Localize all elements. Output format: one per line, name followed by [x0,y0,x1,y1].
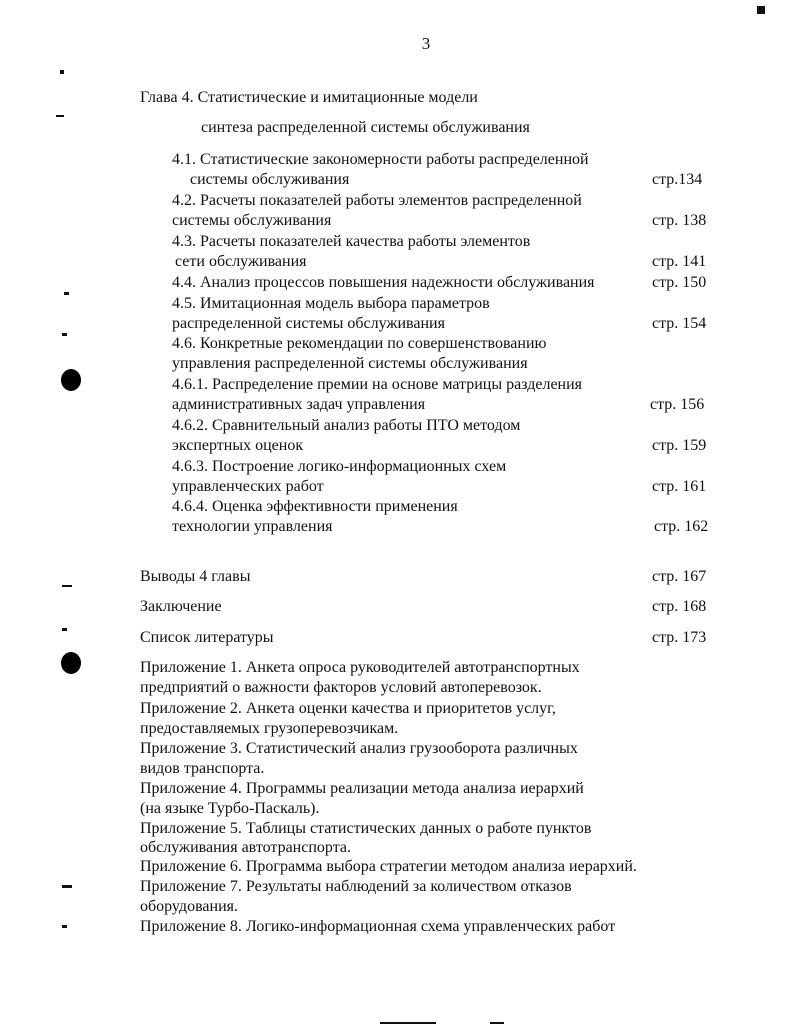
appendix-line: (на языке Турбо-Паскаль). [140,800,320,817]
scan-speck [62,333,67,336]
toc-entry-4-3-cont: сети обслуживания [175,253,307,270]
scan-speck [62,885,72,888]
toc-page-4-2: стр. 138 [652,212,707,229]
appendix-line: Приложение 2. Анкета оценки качества и приоритетов услуг, [140,700,556,717]
appendix-line: видов транспорта. [140,760,265,777]
toc-entry-4-2-cont: системы обслуживания [172,212,332,229]
toc-page-4-6-2: стр. 159 [652,437,707,454]
toc-entry-4-6-2: 4.6.2. Сравнительный анализ работы ПТО методом [172,417,521,434]
scan-speck [757,6,765,14]
appendix-line: Приложение 8. Логико-информационная схема управленческих работ [140,918,616,935]
scan-rule [490,1022,504,1024]
appendix-line: предоставляемых грузоперевозчикам. [140,720,399,737]
toc-references: Список литературы [140,629,274,646]
appendix-line: Приложение 7. Результаты наблюдений за количеством отказов [140,878,572,895]
toc-entry-4-6-3-cont: управленческих работ [172,478,324,495]
toc-page-4-4: стр. 150 [652,274,707,291]
toc-entry-4-6-4-cont: технологии управления [172,518,333,535]
punch-hole-mark [61,652,81,674]
punch-hole-mark [61,369,81,391]
toc-entry-4-4: 4.4. Анализ процессов повышения надежности обслуживания [172,274,595,291]
toc-conclusions-chapter4: Выводы 4 главы [140,568,251,585]
chapter-subtitle: синтеза распределенной системы обслуживания [201,119,530,136]
scan-speck [62,628,67,631]
scan-speck [56,115,64,117]
appendix-line: предприятий о важности факторов условий автоперевозок. [140,679,542,696]
toc-entry-4-1: 4.1. Статистические закономерности работы распределенной [172,151,589,168]
scan-rule [380,1022,436,1024]
toc-page-4-1: стр.134 [652,171,703,188]
toc-page-4-3: стр. 141 [652,253,707,270]
toc-page-conclusions-chapter4: стр. 167 [652,568,707,585]
toc-page-4-6-4: стр. 162 [654,518,709,535]
toc-page-4-5: стр. 154 [652,315,707,332]
appendix-line: Приложение 3. Статистический анализ грузооборота различных [140,740,578,757]
toc-entry-4-6-1: 4.6.1. Распределение премии на основе матрицы разделения [172,376,583,393]
toc-entry-4-3: 4.3. Расчеты показателей качества работы элементов [172,233,531,250]
toc-page-4-6-1: стр. 156 [650,396,705,413]
scan-speck [64,292,69,295]
page-number: 3 [421,34,431,53]
toc-page-4-6-3: стр. 161 [652,478,707,495]
toc-entry-4-6-2-cont: экспертных оценок [172,437,304,454]
chapter-title: Глава 4. Статистические и имитационные модели [140,89,478,106]
toc-entry-4-6: 4.6. Конкретные рекомендации по совершенствованию [172,335,547,352]
toc-entry-4-6-4: 4.6.4. Оценка эффективности применения [172,498,458,515]
toc-entry-4-6-3: 4.6.3. Построение логико-информационных схем [172,458,507,475]
toc-entry-4-2: 4.2. Расчеты показателей работы элементов распределенной [172,192,582,209]
toc-entry-4-5: 4.5. Имитационная модель выбора параметров [172,295,490,312]
appendix-line: обслуживания автотранспорта. [140,839,351,856]
toc-page-conclusion: стр. 168 [652,598,707,615]
appendix-line: Приложение 6. Программа выбора стратегии методом анализа иерархий. [140,858,637,875]
toc-entry-4-5-cont: распределенной системы обслуживания [172,315,445,332]
appendix-line: оборудования. [140,898,238,915]
appendix-line: Приложение 1. Анкета опроса руководителей автотранспортных [140,659,580,676]
scan-speck [62,585,72,587]
scan-speck [62,925,67,928]
appendix-line: Приложение 4. Программы реализации метода анализа иерархий [140,780,584,797]
toc-entry-4-6-1-cont: административных задач управления [172,396,426,413]
toc-entry-4-1-cont: системы обслуживания [190,171,350,188]
appendix-line: Приложение 5. Таблицы статистических данных о работе пунктов [140,820,592,837]
toc-conclusion: Заключение [140,598,222,615]
scan-speck [60,70,64,74]
toc-page-references: стр. 173 [652,629,707,646]
toc-entry-4-6-cont: управления распределенной системы обслуживания [172,355,528,372]
